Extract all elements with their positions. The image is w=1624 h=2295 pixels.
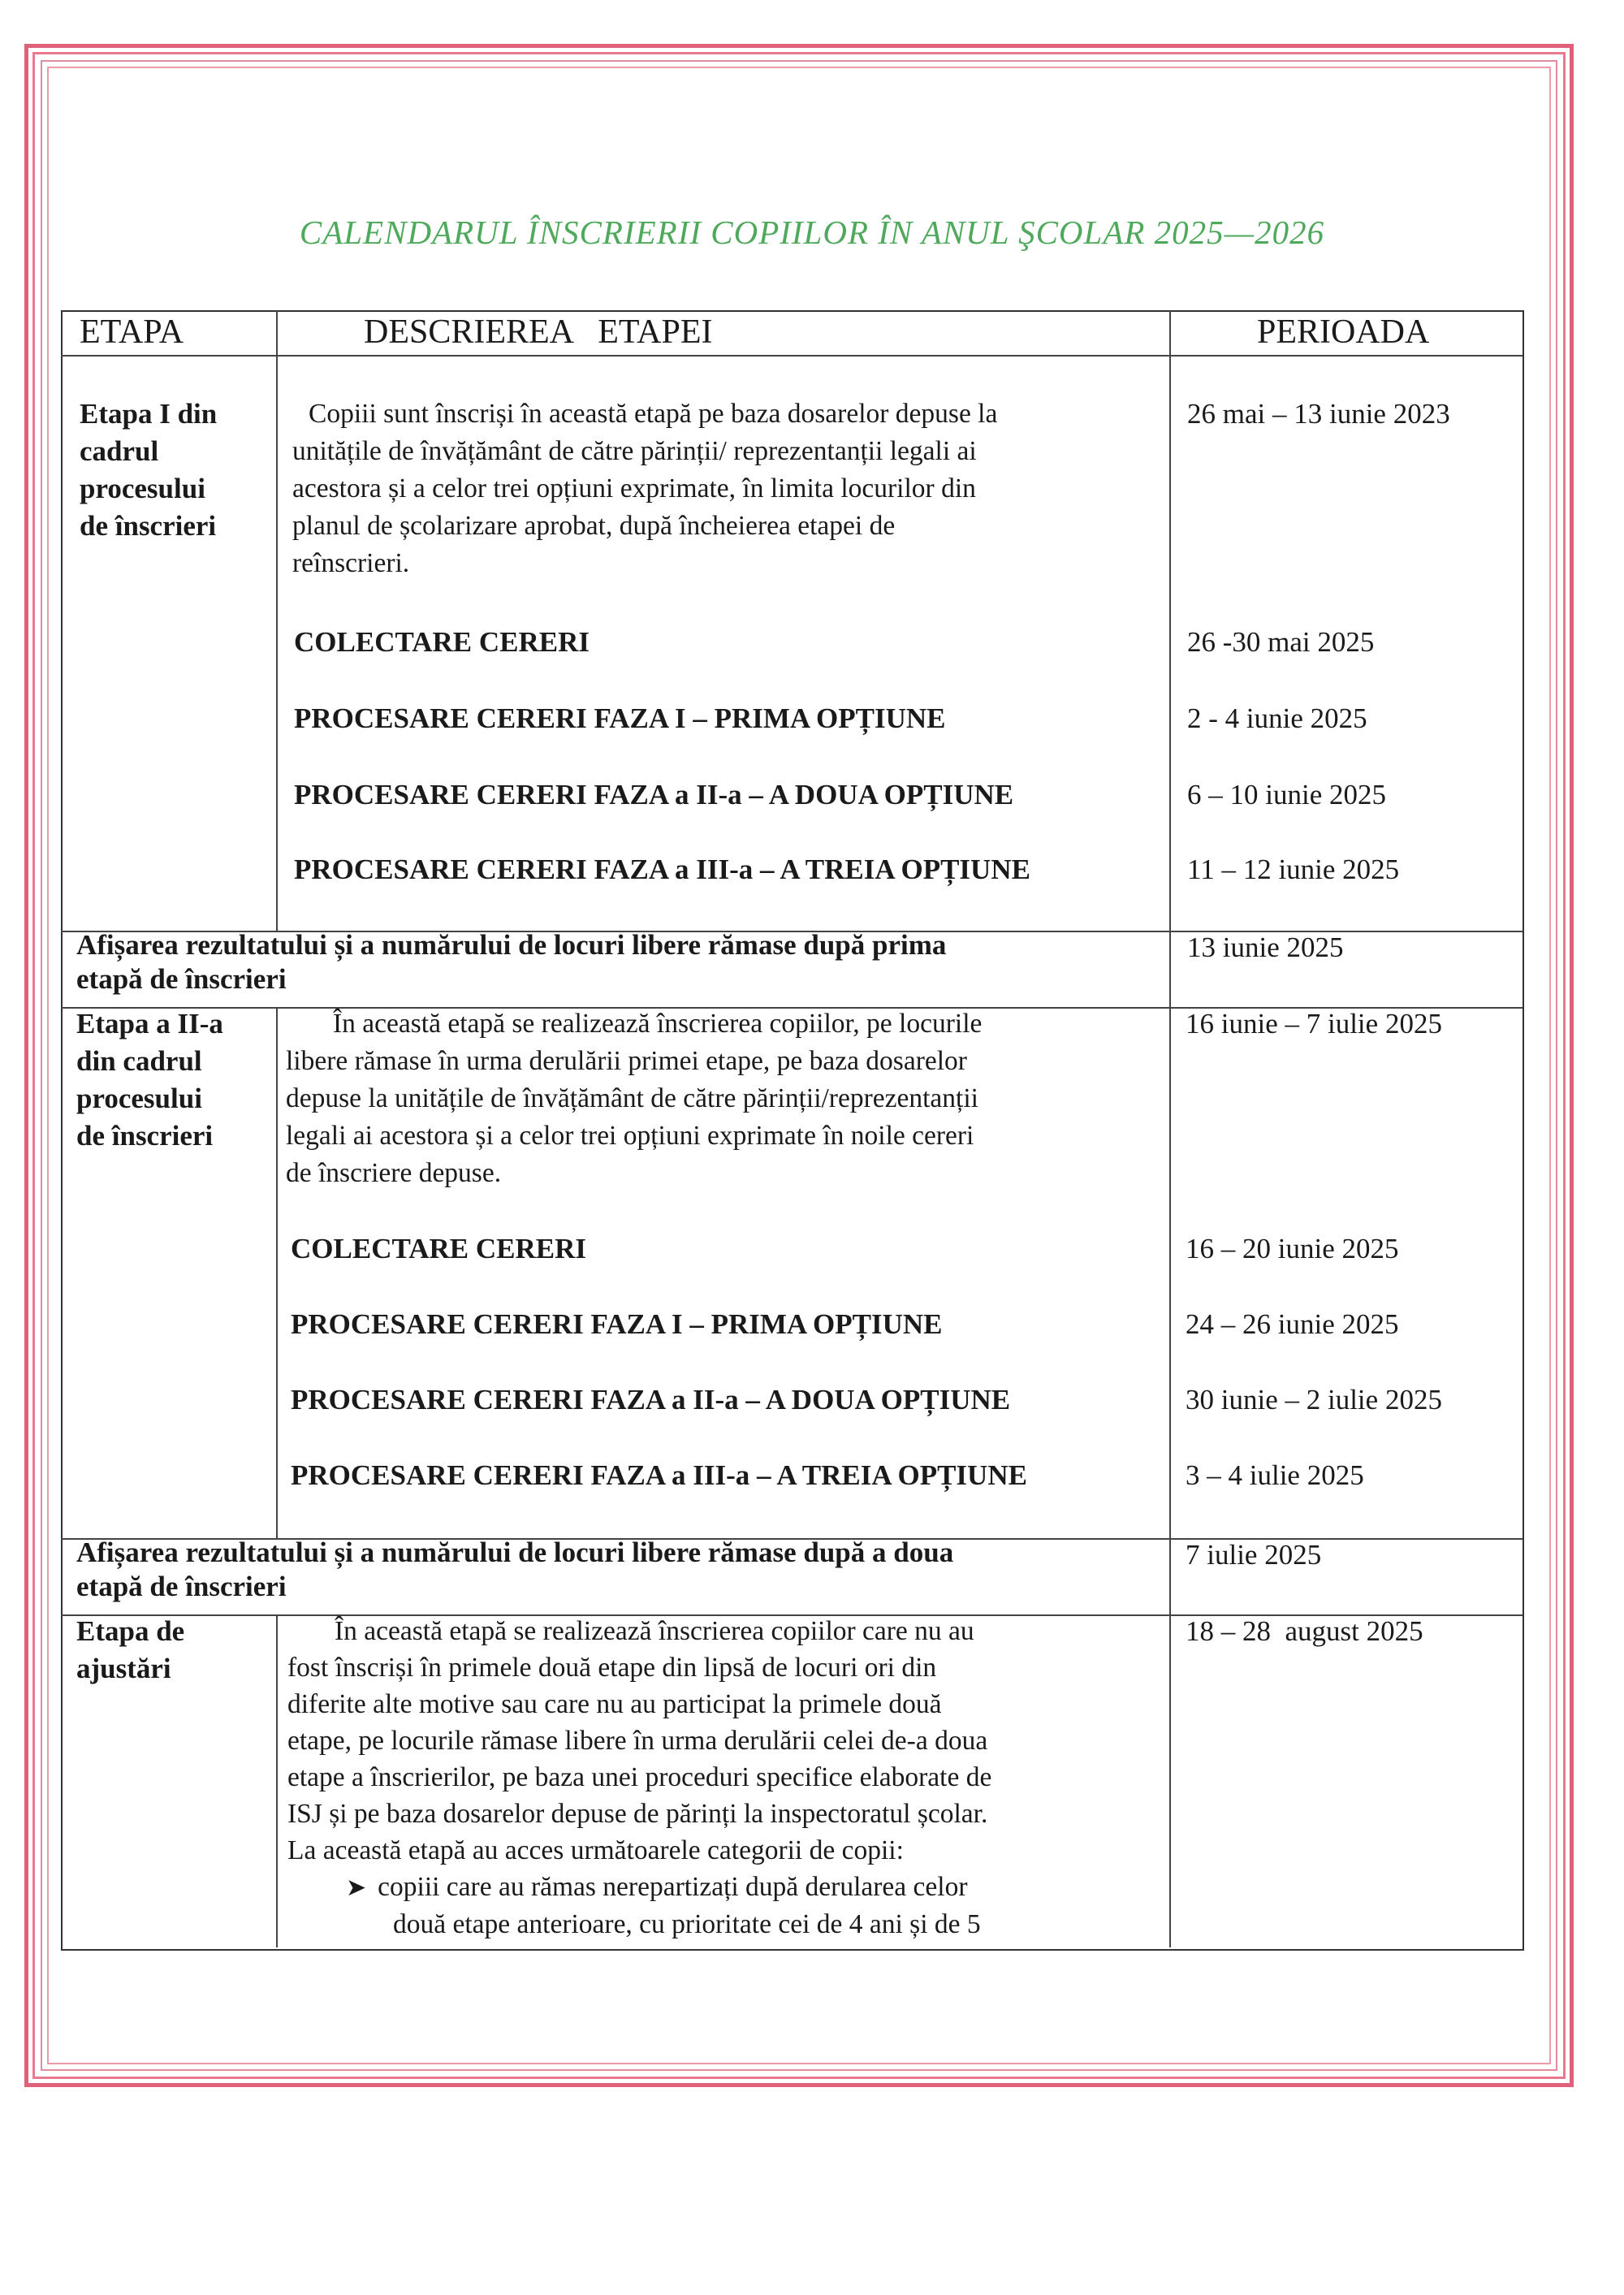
results1-text: [76, 928, 946, 996]
stage1-substep-label: PROCESARE CERERI FAZA I – PRIMA OPȚIUNE: [294, 702, 946, 734]
stage3-desc-line: diferite alte motive sau care nu au participat la primele două: [287, 1689, 942, 1719]
stage1-desc-line: acestora și a celor trei opțiuni exprimate, în limita locurilor din: [292, 473, 976, 504]
stage1-substep-period: 11 – 12 iunie 2025: [1187, 854, 1400, 885]
stage3-bullet-line: două etape anterioare, cu prioritate cei de 4 ani și de 5: [393, 1909, 981, 1939]
results2-period: 7 iulie 2025: [1186, 1539, 1322, 1571]
column-divider: [1169, 310, 1171, 1947]
stage1-desc-line: unitățile de învățământ de către părinții/ reprezentanții legali ai: [292, 436, 977, 466]
column-divider: [276, 310, 278, 931]
arrow-bullet-icon: ➤: [346, 1874, 367, 1901]
results2-line: etapă de înscrieri: [76, 1571, 287, 1602]
results1-line: Afișarea rezultatului și a numărului de locuri libere rămase după prima: [76, 929, 947, 961]
column-divider: [276, 1614, 278, 1947]
header-row-divider: [61, 355, 1522, 357]
stage1-substep-label: PROCESARE CERERI FAZA a III-a – A TREIA OPȚIUNE: [294, 854, 1030, 885]
header-etapa: ETAPA: [80, 313, 184, 351]
stage1-substep-period: 26 -30 mai 2025: [1187, 626, 1375, 658]
stage2-desc-line: În această etapă se realizează înscrierea copiilor, pe locurile: [333, 1009, 983, 1039]
stage2-label: [76, 1005, 223, 1155]
stage3-period: 18 – 28 august 2025: [1186, 1615, 1423, 1647]
stage3-label-line: Etapa de: [76, 1615, 185, 1647]
stage1-substep-period: 2 - 4 iunie 2025: [1187, 702, 1367, 734]
stage3-desc-line: etape a înscrierilor, pe baza unei proceduri specifice elaborate de: [287, 1762, 992, 1792]
stage1-desc-line: Copiii sunt înscriși în această etapă pe baza dosarelor depuse la: [309, 399, 998, 429]
stage2-label-line: Etapa a II-a: [76, 1008, 223, 1039]
stage3-desc-line: etape, pe locurile rămase libere în urma derulării celei de-a doua: [287, 1726, 988, 1756]
stage1-desc-line: planul de școlarizare aprobat, după încheierea etapei de: [292, 511, 896, 541]
document-title: CALENDARUL ÎNSCRIERII COPIILOR ÎN ANUL ŞCOLAR 2025—2026: [299, 214, 1325, 251]
stage1-period: 26 mai – 13 iunie 2023: [1187, 398, 1450, 430]
stage2-substep-period: 16 – 20 iunie 2025: [1186, 1233, 1399, 1264]
stage2-label-line: din cadrul: [76, 1045, 202, 1077]
stage1-description: [292, 395, 997, 582]
stage2-substep-label: PROCESARE CERERI FAZA a II-a – A DOUA OPȚIUNE: [291, 1384, 1011, 1415]
stage1-substep-label: PROCESARE CERERI FAZA a II-a – A DOUA OPȚIUNE: [294, 779, 1014, 810]
stage2-substep-label: PROCESARE CERERI FAZA a III-a – A TREIA OPȚIUNE: [291, 1459, 1027, 1491]
results2-line: Afișarea rezultatului și a numărului de locuri libere rămase după a doua: [76, 1536, 954, 1568]
stage1-label-line: cadrul: [80, 435, 159, 467]
stage3-desc-line: La această etapă au acces următoarele categorii de copii:: [287, 1835, 904, 1865]
stage2-desc-line: libere rămase în urma derulării primei etape, pe baza dosarelor: [286, 1046, 967, 1076]
header-perioada: PERIOADA: [1257, 313, 1430, 351]
stage3-label-line: ajustări: [76, 1653, 171, 1684]
results2-text: [76, 1536, 953, 1604]
stage3-desc-line: În această etapă se realizează înscrierea copiilor care nu au: [335, 1616, 974, 1646]
stage2-substep-period: 24 – 26 iunie 2025: [1186, 1308, 1399, 1340]
stage2-desc-line: legali ai acestora și a celor trei opțiuni exprimate în noile cereri: [286, 1121, 974, 1151]
stage2-period: 16 iunie – 7 iulie 2025: [1186, 1008, 1442, 1039]
stage2-substep-period: 3 – 4 iulie 2025: [1186, 1459, 1364, 1491]
stage1-label-line: Etapa I din: [80, 398, 218, 430]
results1-line: etapă de înscrieri: [76, 963, 287, 995]
stage2-label-line: procesului: [76, 1083, 202, 1114]
stage2-substep-label: PROCESARE CERERI FAZA I – PRIMA OPȚIUNE: [291, 1308, 943, 1340]
header-descriere: DESCRIEREA ETAPEI: [364, 313, 713, 351]
stage1-label: [80, 395, 217, 545]
stage2-description: [286, 1005, 982, 1192]
stage2-label-line: de înscrieri: [76, 1120, 214, 1152]
stage3-desc-line: fost înscriși în primele două etape din lipsă de locuri ori din: [287, 1653, 937, 1683]
stage3-desc-line: ISJ și pe baza dosarelor depuse de părinți la inspectoratul școlar.: [287, 1799, 988, 1829]
stage3-description: [287, 1613, 991, 1943]
stage2-desc-line: depuse la unitățile de învățământ de către părinții/reprezentanții: [286, 1083, 978, 1113]
stage2-desc-line: de înscriere depuse.: [286, 1158, 502, 1188]
stage1-substep-label: COLECTARE CERERI: [294, 626, 590, 658]
stage3-bullet-item: [287, 1869, 991, 1906]
stage1-desc-line: reînscrieri.: [292, 548, 410, 578]
stage1-substep-period: 6 – 10 iunie 2025: [1187, 779, 1386, 810]
stage3-label: [76, 1613, 184, 1688]
stage1-label-line: de înscrieri: [80, 510, 217, 542]
stage1-label-line: procesului: [80, 473, 205, 504]
results1-period: 13 iunie 2025: [1187, 931, 1344, 963]
stage3-bullet-line: copiii care au rămas nerepartizați după derularea celor: [378, 1872, 968, 1902]
stage2-substep-label: COLECTARE CERERI: [291, 1233, 586, 1264]
stage2-substep-period: 30 iunie – 2 iulie 2025: [1186, 1384, 1442, 1415]
column-divider: [276, 1007, 278, 1538]
